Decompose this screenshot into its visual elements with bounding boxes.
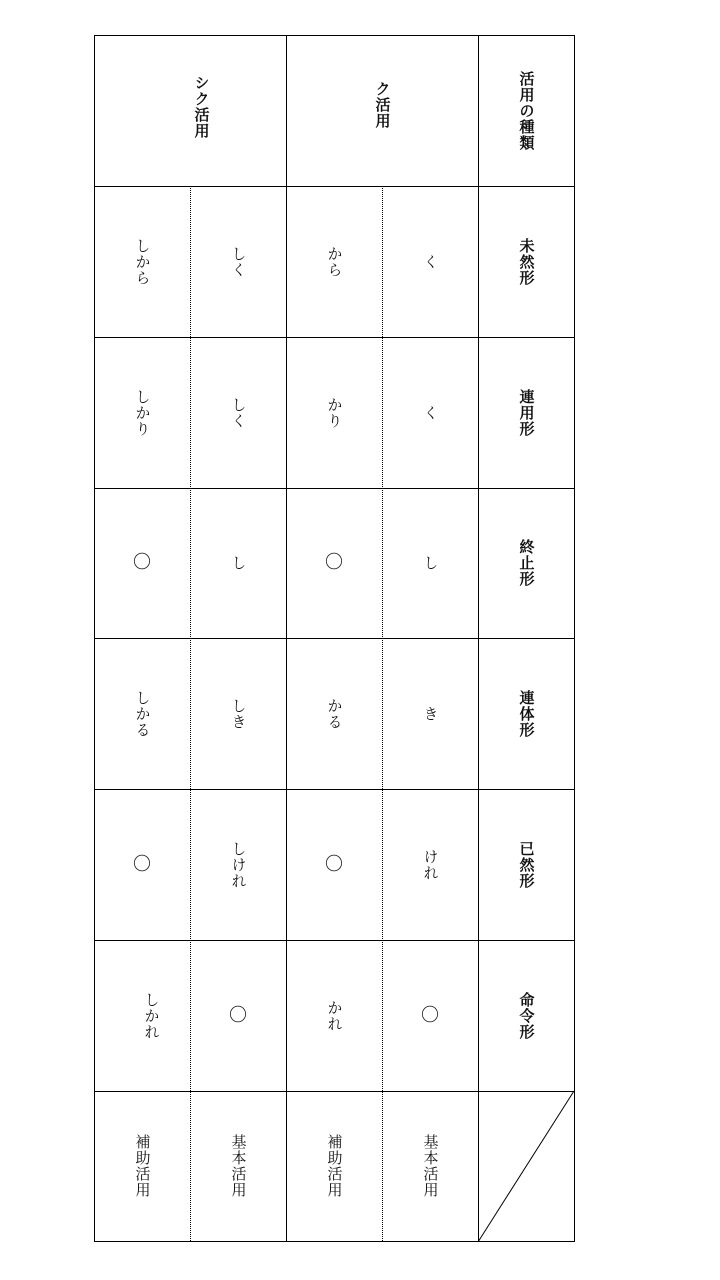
shiku-aux-ending: しかれ <box>142 991 161 1040</box>
ku-basic-cell <box>382 940 478 1091</box>
form-label: 終止形 <box>517 539 536 587</box>
ku-aux-cell <box>286 789 382 940</box>
empty-circle: 〇 <box>421 1004 439 1026</box>
empty-circle: 〇 <box>325 853 343 875</box>
ku-basic-ending: き <box>421 705 440 722</box>
shiku-basic-ending: し <box>229 555 248 571</box>
shiku-basic-footer-cell <box>190 1091 286 1241</box>
form-label: 命令形 <box>517 991 536 1040</box>
ku-aux-cell <box>286 488 382 638</box>
shiku-basic-cell <box>190 488 286 638</box>
ku-basic-ending: けれ <box>421 848 440 881</box>
shiku-basic-footer-label: 基本活用 <box>229 1134 248 1198</box>
shiku-basic-cell <box>190 186 286 337</box>
table-border-right <box>574 35 575 1242</box>
empty-circle: 〇 <box>133 552 151 573</box>
ku-aux-footer-label: 補助活用 <box>325 1134 344 1198</box>
form-label: 連用形 <box>517 388 536 437</box>
shiku-aux-cell <box>94 337 190 488</box>
shiku-basic-ending: しく <box>229 245 248 278</box>
ku-basic-ending: く <box>421 253 440 270</box>
ku-aux-ending: から <box>325 245 344 278</box>
row-form-cell <box>478 638 574 789</box>
ku-basic-cell <box>382 186 478 337</box>
header-shiku-label: シク活用 <box>192 75 211 139</box>
conjugation-table <box>94 35 574 1241</box>
form-label: 已然形 <box>517 840 536 889</box>
empty-circle: 〇 <box>133 853 151 875</box>
form-label: 未然形 <box>517 237 536 286</box>
shiku-aux-cell <box>94 186 190 337</box>
ku-basic-cell <box>382 638 478 789</box>
header-shiku-cell <box>94 35 286 186</box>
ku-aux-ending: かれ <box>325 999 344 1032</box>
header-ku-cell <box>286 35 478 186</box>
row-form-cell <box>478 337 574 488</box>
shiku-basic-ending: しく <box>229 396 248 429</box>
ku-aux-cell <box>286 940 382 1091</box>
shiku-aux-ending: しかる <box>133 689 152 738</box>
ku-basic-footer-label: 基本活用 <box>421 1134 440 1198</box>
ku-basic-footer-cell <box>382 1091 478 1241</box>
diagonal-slash-cell <box>478 1091 574 1242</box>
ku-basic-ending: く <box>421 404 440 421</box>
shiku-basic-cell <box>190 789 286 940</box>
ku-aux-ending: かり <box>325 396 344 429</box>
shiku-basic-ending: しけれ <box>229 840 248 889</box>
diagonal-line <box>478 1091 574 1242</box>
shiku-aux-cell <box>94 940 190 1091</box>
ku-aux-ending: かる <box>325 697 344 730</box>
ku-aux-footer-cell <box>286 1091 382 1241</box>
shiku-basic-cell <box>190 638 286 789</box>
row-form-cell <box>478 940 574 1091</box>
ku-basic-cell <box>382 337 478 488</box>
shiku-aux-footer-cell <box>94 1091 190 1241</box>
empty-circle: 〇 <box>229 1004 247 1026</box>
form-label: 連体形 <box>517 689 536 738</box>
header-type-cell <box>478 35 574 186</box>
empty-circle: 〇 <box>325 552 343 573</box>
shiku-aux-ending: しかり <box>133 388 152 437</box>
shiku-aux-cell <box>94 488 190 638</box>
row-form-cell <box>478 186 574 337</box>
header-type-label: 活用の種類 <box>517 70 536 151</box>
ku-basic-cell <box>382 488 478 638</box>
ku-basic-cell <box>382 789 478 940</box>
ku-basic-ending: し <box>421 555 440 571</box>
ku-aux-cell <box>286 186 382 337</box>
shiku-basic-ending: しき <box>229 697 248 730</box>
shiku-aux-ending: しから <box>133 237 152 286</box>
header-ku-label: ク活用 <box>373 81 392 129</box>
row-form-cell <box>478 789 574 940</box>
shiku-basic-cell <box>190 337 286 488</box>
shiku-basic-cell <box>190 940 286 1091</box>
shiku-aux-footer-label: 補助活用 <box>133 1134 152 1198</box>
shiku-aux-cell <box>94 638 190 789</box>
shiku-aux-cell <box>94 789 190 940</box>
row-form-cell <box>478 488 574 638</box>
ku-aux-cell <box>286 337 382 488</box>
ku-aux-cell <box>286 638 382 789</box>
